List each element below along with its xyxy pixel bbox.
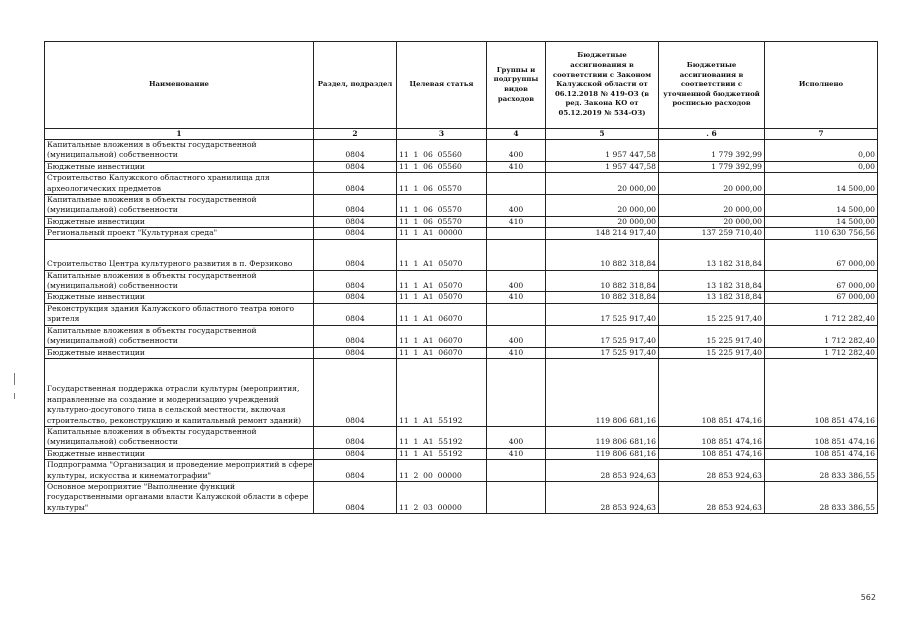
row-name-line: археологических предметов bbox=[47, 183, 161, 193]
row-name-line: (муниципальной) собственности bbox=[47, 336, 178, 346]
row-expense-group: 410 bbox=[487, 448, 546, 459]
header-name: Наименование bbox=[45, 42, 314, 129]
row-name-line: (муниципальной) собственности bbox=[47, 437, 178, 447]
row-executed: 28 833 386,55 bbox=[765, 481, 878, 513]
row-section: 0804 bbox=[314, 292, 397, 303]
row-target-article: 11 2 00 00000 bbox=[397, 460, 487, 482]
row-name-line: Капитальные вложения в объекты государственной bbox=[47, 195, 257, 205]
row-law-allocation: 20 000,00 bbox=[546, 173, 659, 195]
row-executed: 108 851 474,16 bbox=[765, 448, 878, 459]
page-number: 562 bbox=[860, 593, 876, 602]
row-executed: 67 000,00 bbox=[765, 239, 878, 270]
row-target-article: 11 1 A1 55192 bbox=[397, 426, 487, 448]
row-expense-group: 400 bbox=[487, 270, 546, 292]
row-executed: 1 712 282,40 bbox=[765, 303, 878, 325]
row-name-line: Бюджетные инвестиции bbox=[47, 448, 145, 458]
row-target-article: 11 2 03 00000 bbox=[397, 481, 487, 513]
table-row bbox=[45, 161, 878, 172]
row-name-line: Бюджетные инвестиции bbox=[47, 216, 145, 226]
row-executed: 0,00 bbox=[765, 161, 878, 172]
table-row bbox=[45, 292, 878, 303]
row-section: 0804 bbox=[314, 228, 397, 239]
row-section: 0804 bbox=[314, 303, 397, 325]
row-name-line: Бюджетные инвестиции bbox=[47, 347, 145, 357]
row-name bbox=[45, 481, 314, 513]
row-target-article: 11 1 A1 00000 bbox=[397, 228, 487, 239]
row-name bbox=[45, 426, 314, 448]
row-expense-group bbox=[487, 228, 546, 239]
row-name bbox=[45, 239, 314, 270]
row-law-allocation: 17 525 917,40 bbox=[546, 303, 659, 325]
row-name-line: Капитальные вложения в объекты государственной bbox=[47, 270, 257, 280]
row-law-allocation: 10 882 318,84 bbox=[546, 292, 659, 303]
row-name-line: Капитальные вложения в объекты государственной bbox=[47, 325, 257, 335]
row-refined-allocation: 15 225 917,40 bbox=[659, 303, 765, 325]
row-refined-allocation: 1 779 392,99 bbox=[659, 161, 765, 172]
row-expense-group: 410 bbox=[487, 347, 546, 358]
table-row bbox=[45, 358, 878, 426]
row-expense-group: 400 bbox=[487, 140, 546, 162]
row-executed: 67 000,00 bbox=[765, 292, 878, 303]
row-refined-allocation: 28 853 924,63 bbox=[659, 460, 765, 482]
row-section: 0804 bbox=[314, 448, 397, 459]
column-number: . 6 bbox=[659, 129, 765, 140]
row-name bbox=[45, 358, 314, 426]
row-executed: 108 851 474,16 bbox=[765, 358, 878, 426]
row-expense-group bbox=[487, 481, 546, 513]
row-name-line: строительство, реконструкцию и капитальный ремонт зданий) bbox=[47, 415, 302, 425]
row-name-line: Капитальные вложения в объекты государственной bbox=[47, 426, 257, 436]
row-law-allocation: 20 000,00 bbox=[546, 216, 659, 227]
scan-margin-mark bbox=[14, 373, 15, 385]
row-executed: 14 500,00 bbox=[765, 216, 878, 227]
row-name bbox=[45, 270, 314, 292]
row-target-article: 11 1 06 05560 bbox=[397, 140, 487, 162]
row-name bbox=[45, 195, 314, 217]
row-executed: 28 833 386,55 bbox=[765, 460, 878, 482]
row-name bbox=[45, 325, 314, 347]
table-body bbox=[45, 140, 878, 514]
row-refined-allocation: 20 000,00 bbox=[659, 195, 765, 217]
header-expense-group: Группы и подгруппы видов расходов bbox=[487, 42, 546, 129]
row-target-article: 11 1 A1 06070 bbox=[397, 303, 487, 325]
row-name-line: Основное мероприятие "Выполнение функций bbox=[47, 481, 236, 491]
table-row bbox=[45, 228, 878, 239]
row-section: 0804 bbox=[314, 426, 397, 448]
budget-execution-table bbox=[44, 41, 878, 514]
row-refined-allocation: 20 000,00 bbox=[659, 173, 765, 195]
row-section: 0804 bbox=[314, 460, 397, 482]
row-refined-allocation: 13 182 318,84 bbox=[659, 270, 765, 292]
row-law-allocation: 17 525 917,40 bbox=[546, 347, 659, 358]
row-target-article: 11 1 A1 55192 bbox=[397, 448, 487, 459]
header-section: Раздел, подраздел bbox=[314, 42, 397, 129]
table-row bbox=[45, 460, 878, 482]
row-law-allocation: 17 525 917,40 bbox=[546, 325, 659, 347]
table-row bbox=[45, 325, 878, 347]
row-name bbox=[45, 347, 314, 358]
row-name-line: Государственная поддержка отрасли культуры (мероприятия, bbox=[47, 384, 300, 394]
row-section: 0804 bbox=[314, 347, 397, 358]
row-refined-allocation: 108 851 474,16 bbox=[659, 358, 765, 426]
row-executed: 110 630 756,56 bbox=[765, 228, 878, 239]
row-executed: 0,00 bbox=[765, 140, 878, 162]
row-section: 0804 bbox=[314, 270, 397, 292]
header-executed: Исполнено bbox=[765, 42, 878, 129]
row-name bbox=[45, 292, 314, 303]
row-target-article: 11 1 06 05570 bbox=[397, 173, 487, 195]
row-name-line: Бюджетные инвестиции bbox=[47, 292, 145, 302]
row-name-line: культуры" bbox=[47, 502, 89, 512]
row-name-line: Подпрограмма "Организация и проведение мероприятий в сфере bbox=[47, 460, 313, 470]
row-law-allocation: 20 000,00 bbox=[546, 195, 659, 217]
row-expense-group bbox=[487, 358, 546, 426]
row-law-allocation: 1 957 447,58 bbox=[546, 140, 659, 162]
table-row bbox=[45, 216, 878, 227]
row-target-article: 11 1 06 05560 bbox=[397, 161, 487, 172]
row-name-line: Региональный проект "Культурная среда" bbox=[47, 228, 218, 238]
row-name-line bbox=[47, 374, 311, 384]
table-row bbox=[45, 140, 878, 162]
row-section: 0804 bbox=[314, 481, 397, 513]
row-expense-group: 410 bbox=[487, 292, 546, 303]
table-row bbox=[45, 347, 878, 358]
header-target-article: Целевая статья bbox=[397, 42, 487, 129]
table-row bbox=[45, 426, 878, 448]
row-law-allocation: 28 853 924,63 bbox=[546, 460, 659, 482]
row-target-article: 11 1 06 05570 bbox=[397, 195, 487, 217]
row-name bbox=[45, 140, 314, 162]
table-row bbox=[45, 173, 878, 195]
row-name bbox=[45, 228, 314, 239]
row-name-line: (муниципальной) собственности bbox=[47, 150, 178, 160]
row-refined-allocation: 1 779 392,99 bbox=[659, 140, 765, 162]
row-section: 0804 bbox=[314, 195, 397, 217]
row-refined-allocation: 15 225 917,40 bbox=[659, 325, 765, 347]
row-expense-group bbox=[487, 303, 546, 325]
row-refined-allocation: 108 851 474,16 bbox=[659, 448, 765, 459]
row-name bbox=[45, 460, 314, 482]
row-law-allocation: 119 806 681,16 bbox=[546, 426, 659, 448]
row-name bbox=[45, 161, 314, 172]
table-row bbox=[45, 303, 878, 325]
row-name-line: Строительство Калужского областного хранилища для bbox=[47, 173, 270, 183]
row-expense-group: 410 bbox=[487, 161, 546, 172]
row-section: 0804 bbox=[314, 173, 397, 195]
table-row bbox=[45, 448, 878, 459]
row-executed: 1 712 282,40 bbox=[765, 347, 878, 358]
row-name bbox=[45, 216, 314, 227]
row-section: 0804 bbox=[314, 239, 397, 270]
row-name-line: культурно-досугового типа в сельской местности, включая bbox=[47, 405, 286, 415]
row-section: 0804 bbox=[314, 161, 397, 172]
row-expense-group bbox=[487, 173, 546, 195]
row-expense-group: 410 bbox=[487, 216, 546, 227]
row-refined-allocation: 13 182 318,84 bbox=[659, 292, 765, 303]
row-name bbox=[45, 448, 314, 459]
row-name-line: государственными органами власти Калужской области в сфере bbox=[47, 492, 309, 502]
row-law-allocation: 119 806 681,16 bbox=[546, 358, 659, 426]
row-section: 0804 bbox=[314, 358, 397, 426]
row-refined-allocation: 15 225 917,40 bbox=[659, 347, 765, 358]
row-law-allocation: 28 853 924,63 bbox=[546, 481, 659, 513]
row-executed: 1 712 282,40 bbox=[765, 325, 878, 347]
row-name-line bbox=[47, 249, 311, 259]
column-number: 7 bbox=[765, 129, 878, 140]
row-refined-allocation: 108 851 474,16 bbox=[659, 426, 765, 448]
row-expense-group: 400 bbox=[487, 426, 546, 448]
row-name-line: Реконструкция здания Калужского областного театра юного bbox=[47, 303, 295, 313]
row-target-article: 11 1 A1 55192 bbox=[397, 358, 487, 426]
column-number: 3 bbox=[397, 129, 487, 140]
row-name-line: Бюджетные инвестиции bbox=[47, 161, 145, 171]
row-refined-allocation: 28 853 924,63 bbox=[659, 481, 765, 513]
row-name-line: зрителя bbox=[47, 314, 80, 324]
row-executed: 14 500,00 bbox=[765, 195, 878, 217]
row-law-allocation: 148 214 917,40 bbox=[546, 228, 659, 239]
header-row bbox=[45, 42, 878, 129]
row-name-line: Капитальные вложения в объекты государственной bbox=[47, 140, 257, 149]
row-executed: 67 000,00 bbox=[765, 270, 878, 292]
row-target-article: 11 1 A1 05070 bbox=[397, 292, 487, 303]
row-law-allocation: 119 806 681,16 bbox=[546, 448, 659, 459]
column-number: 1 bbox=[45, 129, 314, 140]
column-number: 4 bbox=[487, 129, 546, 140]
row-target-article: 11 1 A1 05070 bbox=[397, 270, 487, 292]
row-name-line: Строительство Центра культурного развития в п. Ферзиково bbox=[47, 259, 293, 269]
row-section: 0804 bbox=[314, 140, 397, 162]
row-section: 0804 bbox=[314, 325, 397, 347]
row-name bbox=[45, 303, 314, 325]
row-expense-group: 400 bbox=[487, 195, 546, 217]
row-name-line: (муниципальной) собственности bbox=[47, 281, 178, 291]
header-law-allocations: Бюджетные ассигнования в соответствии с Законом Калужской области от 06.12.2018 № 419-ОЗ (в ред. Закона КО от 05.12.2019 № 534-ОЗ) bbox=[546, 42, 659, 129]
row-target-article: 11 1 A1 06070 bbox=[397, 347, 487, 358]
column-number: 5 bbox=[546, 129, 659, 140]
row-target-article: 11 1 A1 05070 bbox=[397, 239, 487, 270]
header-refined-allocations: Бюджетные ассигнования в соответствии с уточненной бюджетной росписью расходов bbox=[659, 42, 765, 129]
row-name-line: направленные на создание и модернизацию учреждений bbox=[47, 394, 279, 404]
row-target-article: 11 1 06 05570 bbox=[397, 216, 487, 227]
row-law-allocation: 1 957 447,58 bbox=[546, 161, 659, 172]
table-row bbox=[45, 195, 878, 217]
scan-margin-mark bbox=[14, 393, 15, 399]
row-expense-group bbox=[487, 460, 546, 482]
row-refined-allocation: 137 259 710,40 bbox=[659, 228, 765, 239]
column-number: 2 bbox=[314, 129, 397, 140]
row-name-line: (муниципальной) собственности bbox=[47, 205, 178, 215]
row-law-allocation: 10 882 318,84 bbox=[546, 270, 659, 292]
row-name bbox=[45, 173, 314, 195]
row-expense-group: 400 bbox=[487, 325, 546, 347]
table-row bbox=[45, 239, 878, 270]
row-executed: 14 500,00 bbox=[765, 173, 878, 195]
column-number-row bbox=[45, 129, 878, 140]
row-expense-group bbox=[487, 239, 546, 270]
row-section: 0804 bbox=[314, 216, 397, 227]
row-law-allocation: 10 882 318,84 bbox=[546, 239, 659, 270]
row-target-article: 11 1 A1 06070 bbox=[397, 325, 487, 347]
row-executed: 108 851 474,16 bbox=[765, 426, 878, 448]
row-name-line: культуры, искусства и кинематографии" bbox=[47, 470, 211, 480]
table-row bbox=[45, 481, 878, 513]
table-row bbox=[45, 270, 878, 292]
row-refined-allocation: 20 000,00 bbox=[659, 216, 765, 227]
row-refined-allocation: 13 182 318,84 bbox=[659, 239, 765, 270]
